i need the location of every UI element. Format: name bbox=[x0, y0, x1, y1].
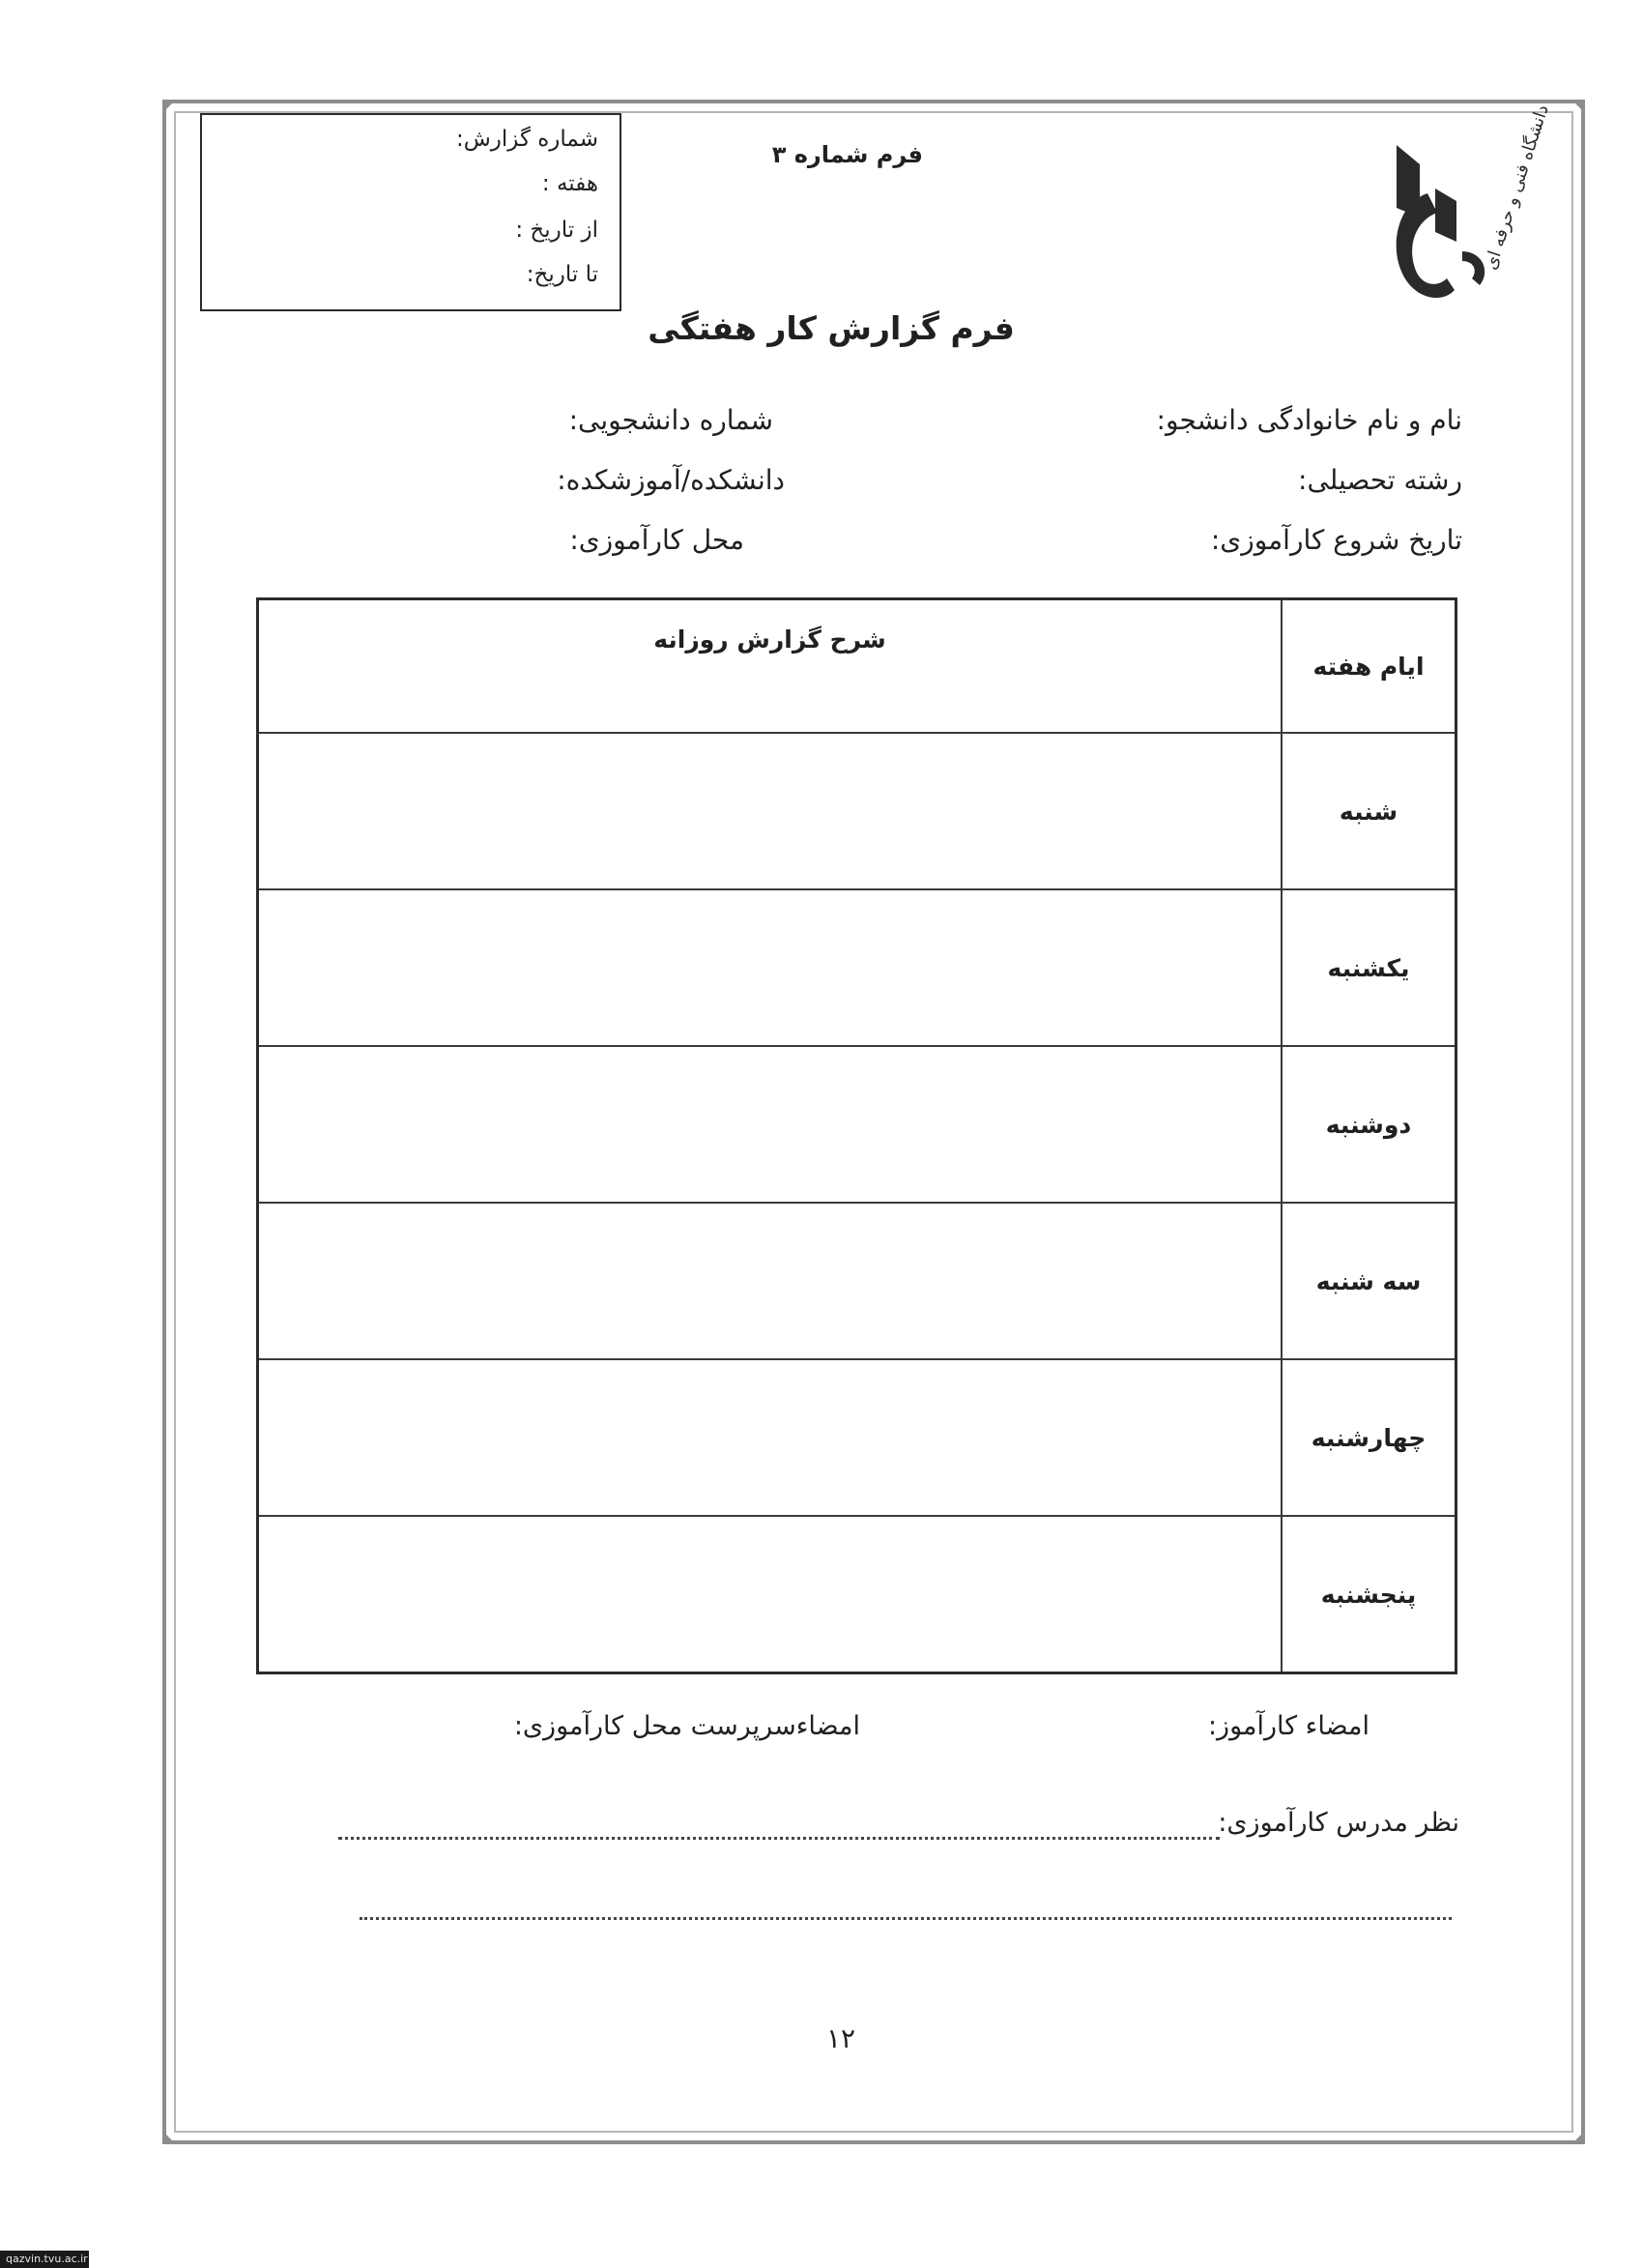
instructor-opinion-line-2[interactable] bbox=[360, 1917, 1452, 1920]
table-row bbox=[258, 733, 1456, 889]
table-row bbox=[258, 1046, 1456, 1203]
intern-signature-label: امضاء کارآموز: bbox=[1207, 1711, 1369, 1741]
page-number: ۱۲ bbox=[825, 2022, 856, 2054]
day-cell: دوشنبه bbox=[1282, 1046, 1456, 1203]
description-cell[interactable] bbox=[258, 1046, 1283, 1203]
page-title: فرم گزارش کار هفتگی bbox=[648, 309, 1015, 347]
table-row bbox=[258, 1359, 1456, 1516]
from-date-label: از تاریخ : bbox=[515, 218, 598, 243]
student-number-field: شماره دانشجویی: bbox=[568, 404, 773, 436]
internship-start-field: تاریخ شروع کارآموزی: bbox=[1210, 524, 1462, 556]
to-date-label: تا تاریخ: bbox=[526, 262, 598, 287]
university-logo bbox=[1377, 102, 1553, 319]
week-label: هفته : bbox=[541, 171, 598, 196]
border-corner bbox=[1571, 100, 1585, 113]
description-cell[interactable] bbox=[258, 889, 1283, 1046]
internship-location-field: محل کارآموزی: bbox=[569, 524, 744, 556]
border-corner bbox=[162, 100, 176, 113]
description-cell[interactable] bbox=[258, 1359, 1283, 1516]
border-corner bbox=[1571, 2131, 1585, 2144]
days-header: ایام هفته bbox=[1282, 599, 1456, 734]
field-of-study-field: رشته تحصیلی: bbox=[1298, 464, 1462, 496]
table-row bbox=[258, 1516, 1456, 1673]
day-cell: شنبه bbox=[1282, 733, 1456, 889]
description-cell[interactable] bbox=[258, 1516, 1283, 1673]
day-cell: یکشنبه bbox=[1282, 889, 1456, 1046]
weekly-report-table bbox=[256, 597, 1457, 1674]
table-row bbox=[258, 1203, 1456, 1359]
instructor-opinion-label: نظر مدرس کارآموزی: bbox=[1218, 1808, 1459, 1838]
description-cell[interactable] bbox=[258, 1203, 1283, 1359]
day-cell: پنجشنبه bbox=[1282, 1516, 1456, 1673]
day-cell: چهارشنبه bbox=[1282, 1359, 1456, 1516]
student-name-field: نام و نام خانوادگی دانشجو: bbox=[1156, 404, 1462, 436]
logo-text: دانشگاه فنی و حرفه ای bbox=[1480, 102, 1553, 273]
instructor-opinion-line-1[interactable] bbox=[338, 1837, 1220, 1840]
description-cell[interactable] bbox=[258, 733, 1283, 889]
table-row bbox=[258, 889, 1456, 1046]
border-corner bbox=[162, 2131, 176, 2144]
report-info-box bbox=[200, 113, 621, 311]
day-cell: سه شنبه bbox=[1282, 1203, 1456, 1359]
site-watermark: qazvin.tvu.ac.ir bbox=[0, 2251, 89, 2268]
faculty-field: دانشکده/آموزشکده: bbox=[557, 464, 785, 496]
description-header: شرح گزارش روزانه bbox=[258, 599, 1283, 734]
supervisor-signature-label: امضاءسرپرست محل کارآموزی: bbox=[513, 1711, 860, 1741]
report-number-label: شماره گزارش: bbox=[455, 127, 598, 152]
table-header-row bbox=[258, 599, 1456, 734]
form-number: فرم شماره ۳ bbox=[771, 141, 923, 168]
